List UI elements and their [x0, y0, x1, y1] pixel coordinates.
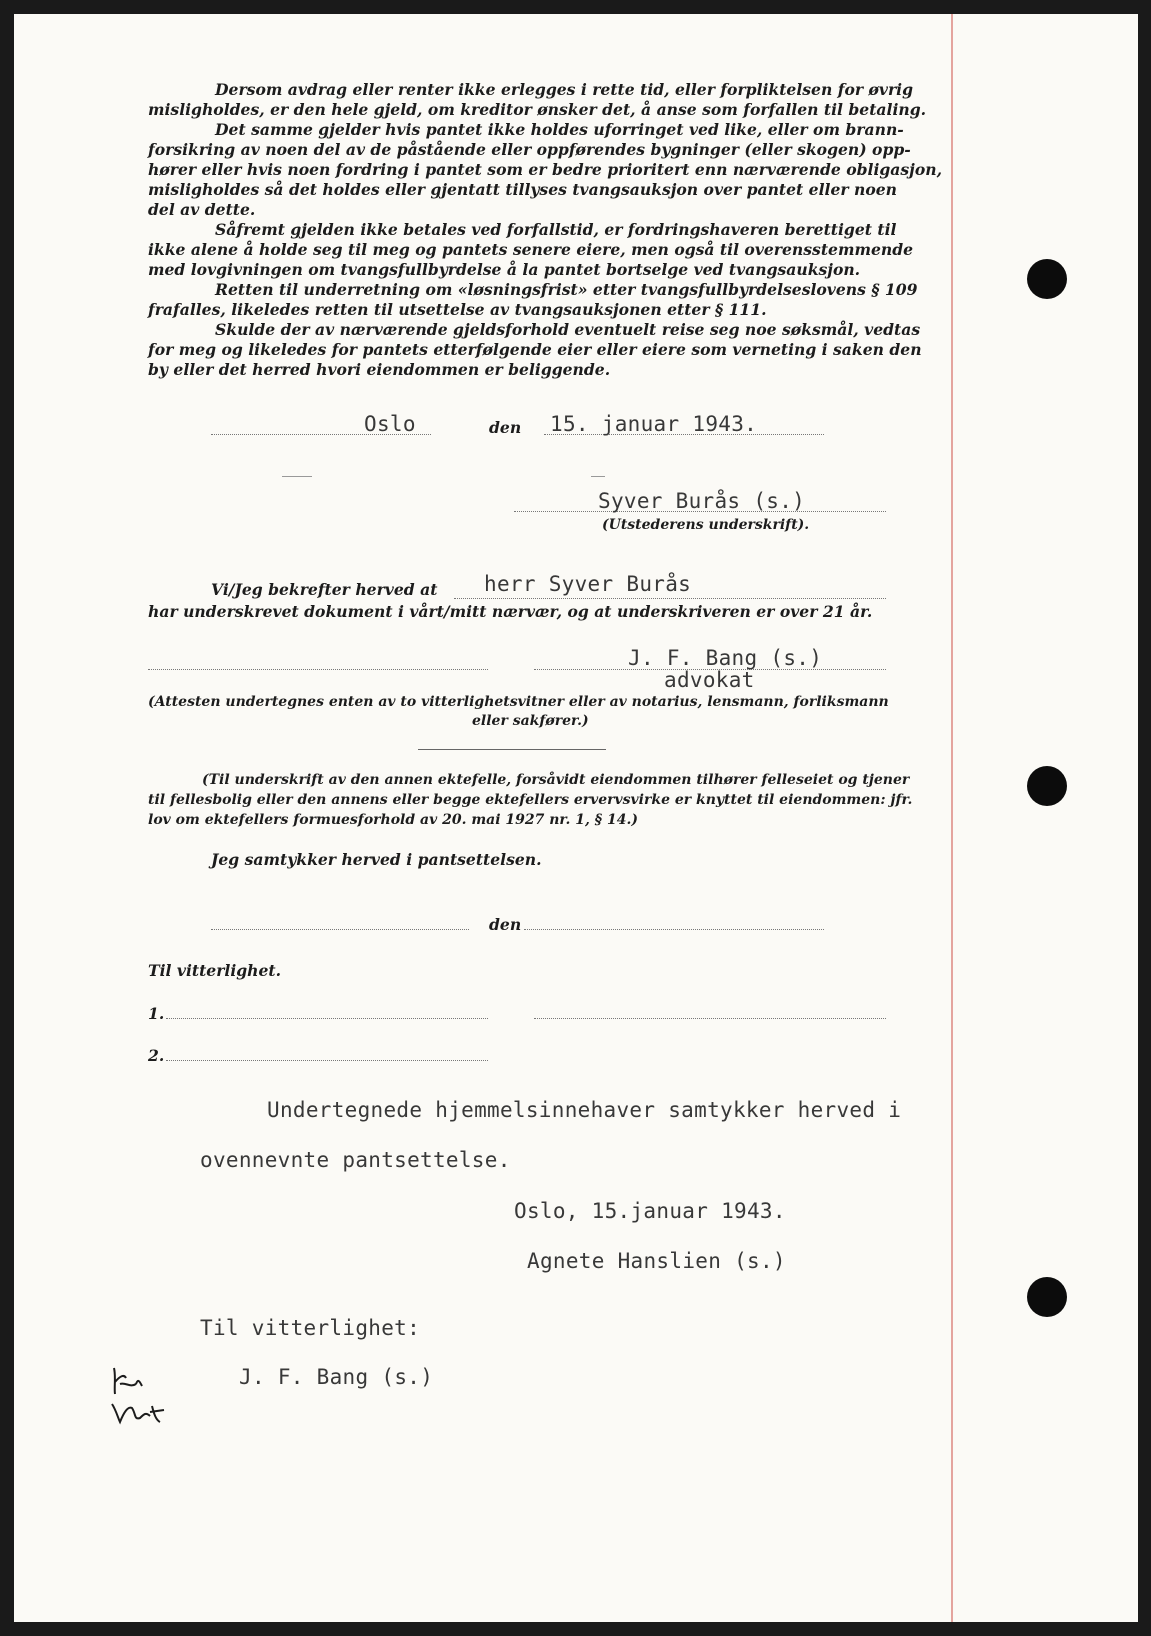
confirmation-dotted-line — [454, 598, 886, 599]
confirmation-text: har underskrevet dokument i vårt/mitt nærvær, og at underskriveren er over 21 år. — [148, 602, 873, 621]
terms-line: misligholdes så det holdes eller gjentatt tillyses tvangsauksjon over pantet eller noen — [148, 180, 898, 199]
attestation-note-line1: (Attesten undertegnes enten av to vitterlighetsvitner eller av notarius, lensmann, forliksmann — [148, 694, 889, 710]
place-value: Oslo — [364, 412, 416, 436]
typed-consent-line1: Undertegnede hjemmelsinnehaver samtykker herved i — [267, 1098, 902, 1122]
witness-title: advokat — [664, 668, 755, 692]
spouse-note-line3: lov om ektefellers formuesforhold av 20. mai 1927 nr. 1, § 14.) — [148, 812, 638, 828]
witness-item-1: 1. — [148, 1004, 165, 1023]
spouse-date-line — [524, 929, 824, 930]
handwritten-margin-note — [106, 1362, 186, 1432]
witness-2-line — [166, 1060, 488, 1061]
faint-dash — [591, 476, 605, 477]
spouse-note-line1: (Til underskrift av den annen ektefelle, forsåvidt eiendommen tilhører felleseiet og tjener — [202, 772, 910, 788]
spouse-place-line — [211, 929, 469, 930]
den-label: den — [489, 418, 522, 437]
punch-hole-top — [1027, 259, 1067, 299]
terms-line: forsikring av noen del av de påstående eller oppførendes bygninger (eller skogen) opp- — [148, 140, 911, 159]
terms-line: Dersom avdrag eller renter ikke erlegges i rette tid, eller forpliktelsen for øvrig — [215, 80, 913, 99]
terms-line: ikke alene å holde seg til meg og pantets senere eiere, men også til overensstemmende — [148, 240, 914, 259]
typed-consent-signature: Agnete Hanslien (s.) — [527, 1249, 786, 1273]
punch-hole-middle — [1027, 766, 1067, 806]
typed-consent-place-date: Oslo, 15.januar 1943. — [514, 1199, 786, 1223]
attestation-note-line2: eller sakfører.) — [472, 713, 589, 729]
terms-line: hører eller hvis noen fordring i pantet som er bedre prioritert enn nærværende obligasjon, — [148, 160, 942, 179]
witness-item-2: 2. — [148, 1046, 165, 1065]
terms-line: Såfremt gjelden ikke betales ved forfallstid, er fordringshaveren berettiget til — [215, 220, 897, 239]
witness-1-line-left — [166, 1018, 488, 1019]
spouse-den-label: den — [489, 915, 522, 934]
document-page — [14, 14, 1138, 1622]
typed-witness-signature: J. F. Bang (s.) — [239, 1365, 434, 1389]
terms-line: by eller det herred hvori eiendommen er beliggende. — [148, 360, 611, 379]
terms-paragraph — [148, 80, 942, 380]
terms-line: med lovgivningen om tvangsfullbyrdelse å la pantet bortselge ved tvangsauksjon. — [148, 260, 861, 279]
terms-line: frafalles, likeledes retten til utsettelse av tvangsauksjonen etter § 111. — [148, 300, 767, 319]
faint-dash — [282, 476, 312, 477]
issuer-signature: Syver Burås (s.) — [598, 489, 806, 513]
date-value: 15. januar 1943. — [550, 412, 758, 436]
typed-consent-line2: ovennevnte pantsettelse. — [200, 1148, 511, 1172]
red-margin-line — [951, 14, 953, 1622]
issuer-signature-caption: (Utstederens underskrift). — [602, 517, 810, 533]
confirmation-prefix: Vi/Jeg bekrefter herved at — [211, 580, 438, 599]
til-vitterlighet-label: Til vitterlighet. — [148, 961, 282, 980]
spouse-consent-text: Jeg samtykker herved i pantsettelsen. — [211, 850, 542, 869]
witness-line-left — [148, 669, 488, 670]
terms-line: misligholdes, er den hele gjeld, om kreditor ønsker det, å anse som forfallen til betaling. — [148, 100, 927, 119]
terms-line: del av dette. — [148, 200, 256, 219]
confirmed-name: herr Syver Burås — [484, 572, 692, 596]
terms-line: for meg og likeledes for pantets etterfølgende eier eller eiere som verneting i saken den — [148, 340, 922, 359]
punch-hole-bottom — [1027, 1277, 1067, 1317]
terms-line: Skulde der av nærværende gjeldsforhold eventuelt reise seg noe søksmål, vedtas — [215, 320, 921, 339]
terms-line: Retten til underretning om «løsningsfrist» etter tvangsfullbyrdelseslovens § 109 — [215, 280, 918, 299]
typed-witness-label: Til vitterlighet: — [200, 1316, 421, 1340]
section-divider — [418, 749, 606, 750]
witness-signature: J. F. Bang (s.) — [628, 646, 823, 670]
terms-line: Det samme gjelder hvis pantet ikke holdes uforringet ved like, eller om brann- — [215, 120, 904, 139]
spouse-note-line2: til fellesbolig eller den annens eller begge ektefellers ervervsvirke er knyttet til eiendommen: jfr. — [148, 792, 913, 808]
witness-1-line-right — [534, 1018, 886, 1019]
